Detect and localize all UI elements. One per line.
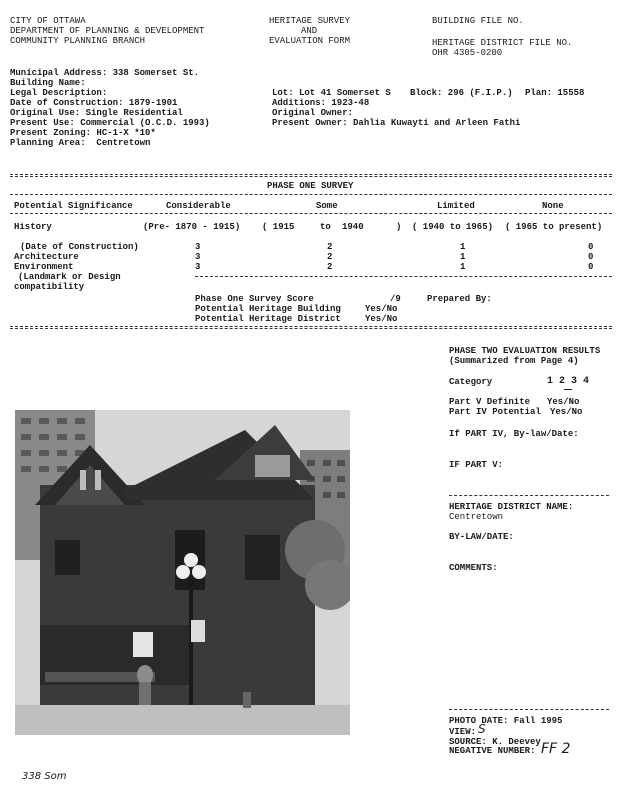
score-cell: 3 <box>195 252 201 262</box>
separator <box>449 495 609 496</box>
category-values: 1 2 3 4 <box>547 376 590 387</box>
score-cell: 2 <box>327 242 333 252</box>
building-name: Building Name: <box>10 78 86 88</box>
present-owner: Present Owner: Dahlia Kuwayti and Arleen Fathi <box>272 118 521 128</box>
row-date-construction: (Date of Construction) <box>20 242 139 252</box>
history-1915: ( 1915 <box>262 222 295 232</box>
score-cell: 0 <box>588 242 594 252</box>
col-limited: Limited <box>437 201 475 211</box>
history-to: to <box>320 222 331 232</box>
separator <box>10 326 612 327</box>
legal-description: Legal Description: <box>10 88 108 98</box>
org-line-3: COMMUNITY PLANNING BRANCH <box>10 36 146 46</box>
history-1940: 1940 <box>342 222 364 232</box>
part-v-value: Yes/No <box>547 397 580 407</box>
planning-area: Planning Area: Centretown <box>10 138 151 148</box>
photo-date: PHOTO DATE: Fall 1995 <box>449 716 563 726</box>
row-compatibility: compatibility <box>14 282 85 292</box>
form-title-3: EVALUATION FORM <box>269 36 351 46</box>
col-potential-significance: Potential Significance <box>14 201 133 211</box>
lot: Lot: Lot 41 Somerset S <box>272 88 391 98</box>
handwritten-caption: 338 Som <box>22 771 67 782</box>
present-use: Present Use: Commercial (O.C.D. 1993) <box>10 118 210 128</box>
negative-number-value: FF 2 <box>541 741 571 757</box>
source: SOURCE: K. Deevey <box>449 737 541 747</box>
history-label: History <box>14 222 52 232</box>
score-cell: 2 <box>327 252 333 262</box>
district-name: Centretown <box>449 512 504 522</box>
prepared-by: Prepared By: <box>427 294 492 304</box>
plan: Plan: 15558 <box>525 88 585 98</box>
col-none: None <box>542 201 564 211</box>
bylaw-date: BY-LAW/DATE: <box>449 532 514 542</box>
score-cell: 2 <box>327 262 333 272</box>
org-line-1: CITY OF OTTAWA <box>10 16 86 26</box>
col-considerable: Considerable <box>166 201 231 211</box>
separator <box>449 709 609 710</box>
separator <box>195 276 612 277</box>
row-environment: Environment <box>14 262 74 272</box>
form-title-2: AND <box>301 26 318 36</box>
comments-label: COMMENTS: <box>449 563 498 573</box>
municipal-address: Municipal Address: 338 Somerset St. <box>10 68 200 78</box>
district-name-label: HERITAGE DISTRICT NAME: <box>449 502 574 512</box>
category-label: Category <box>449 377 493 387</box>
separator <box>10 194 612 195</box>
if-part-iv: If PART IV, By-law/Date: <box>449 429 579 439</box>
ohr-number: OHR 4305-0200 <box>432 48 503 58</box>
date-of-construction: Date of Construction: 1879-1901 <box>10 98 178 108</box>
history-close: ) <box>396 222 402 232</box>
score-cell: 0 <box>588 252 594 262</box>
row-landmark: (Landmark or Design <box>18 272 121 282</box>
part-v-label: Part V Definite <box>449 397 531 407</box>
history-1940-65: ( 1940 to 1965) <box>412 222 494 232</box>
col-some: Some <box>316 201 338 211</box>
history-1965: ( 1965 to present) <box>505 222 603 232</box>
potential-building-label: Potential Heritage Building <box>195 304 341 314</box>
district-file-label: HERITAGE DISTRICT FILE NO. <box>432 38 573 48</box>
phase-two-subtitle: (Summarized from Page 4) <box>449 356 579 366</box>
phase-one-score-label: Phase One Survey Score <box>195 294 314 304</box>
potential-district-value: Yes/No <box>365 314 398 324</box>
category-underline <box>564 389 572 390</box>
phase-one-title: PHASE ONE SURVEY <box>267 181 354 191</box>
view-value: S <box>478 722 486 736</box>
score-cell: 1 <box>460 252 466 262</box>
building-photo <box>15 410 350 735</box>
phase-two-title: PHASE TWO EVALUATION RESULTS <box>449 346 601 356</box>
separator <box>10 174 612 175</box>
score-cell: 1 <box>460 242 466 252</box>
history-pre: (Pre- 1870 - 1915) <box>143 222 241 232</box>
score-cell: 3 <box>195 262 201 272</box>
present-zoning: Present Zoning: HC-1-X *10* <box>10 128 156 138</box>
part-iv-label: Part IV Potential <box>449 407 541 417</box>
potential-building-value: Yes/No <box>365 304 398 314</box>
score-cell: 1 <box>460 262 466 272</box>
negative-number-label: NEGATIVE NUMBER: <box>449 746 536 756</box>
separator <box>10 213 612 214</box>
score-cell: 3 <box>195 242 201 252</box>
org-line-2: DEPARTMENT OF PLANNING & DEVELOPMENT <box>10 26 205 36</box>
if-part-v: IF PART V: <box>449 460 504 470</box>
block: Block: 296 (F.I.P.) <box>410 88 513 98</box>
part-iv-value: Yes/No <box>550 407 583 417</box>
score-cell: 0 <box>588 262 594 272</box>
potential-district-label: Potential Heritage District <box>195 314 341 324</box>
phase-one-score-value: /9 <box>390 294 401 304</box>
original-owner: Original Owner: <box>272 108 354 118</box>
row-architecture: Architecture <box>14 252 79 262</box>
original-use: Original Use: Single Residential <box>10 108 183 118</box>
form-title-1: HERITAGE SURVEY <box>269 16 351 26</box>
additions: Additions: 1923-48 <box>272 98 370 108</box>
view-label: VIEW: <box>449 727 477 737</box>
building-file-label: BUILDING FILE NO. <box>432 16 524 26</box>
